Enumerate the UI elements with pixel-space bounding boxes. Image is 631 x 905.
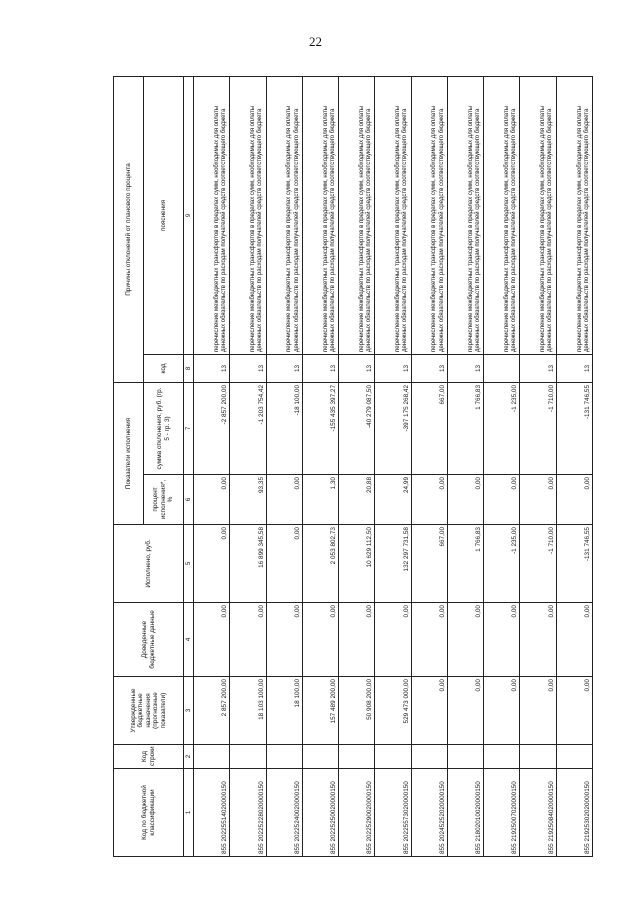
percent-cell: 0,00 bbox=[411, 475, 447, 525]
approved-cell: 18 100,00 bbox=[266, 677, 302, 745]
deviation-cell: 667,00 bbox=[411, 382, 447, 474]
approved-cell: 0,00 bbox=[520, 677, 556, 745]
deviation-cell: -1 203 754,42 bbox=[230, 382, 266, 474]
table-row bbox=[447, 76, 483, 856]
explanation-cell: перечисление межбюджетных трансфертов в пределах сумм, необходимых для оплаты денежных обязательств по расходам получателей средств соответствующего бюджета bbox=[230, 76, 266, 354]
explanation-cell: перечисление межбюджетных трансфертов в пределах сумм, необходимых для оплаты денежных обязательств по расходам получателей средств соответствующего бюджета bbox=[520, 76, 556, 354]
budget-code-cell: 855 21802010020000150 bbox=[447, 769, 483, 857]
header-limits: Доведенные бюджетные данные bbox=[114, 603, 184, 677]
percent-cell: 0,00 bbox=[484, 475, 520, 525]
reason-code-cell: 13 bbox=[302, 354, 338, 382]
limits-cell: 0,00 bbox=[194, 603, 230, 677]
table-row bbox=[194, 76, 230, 856]
line-code-cell bbox=[556, 745, 592, 769]
header-explanation: пояснения bbox=[144, 76, 184, 354]
executed-cell: -131 746,55 bbox=[556, 525, 592, 603]
table-row bbox=[266, 76, 302, 856]
line-code-cell bbox=[194, 745, 230, 769]
header-deviation: сумма отклонения, руб. (гр. 5 - гр. 3) bbox=[144, 382, 184, 474]
header-line-code: Код строки bbox=[114, 745, 184, 769]
explanation-cell: перечисление межбюджетных трансфертов в пределах сумм, необходимых для оплаты денежных обязательств по расходам получателей средств соответствующего бюджета bbox=[484, 76, 520, 354]
limits-cell: 0,00 bbox=[520, 603, 556, 677]
line-code-cell bbox=[411, 745, 447, 769]
line-code-cell bbox=[230, 745, 266, 769]
executed-cell: 132 297 731,58 bbox=[375, 525, 411, 603]
approved-cell: 0,00 bbox=[447, 677, 483, 745]
reason-code-cell: 13 bbox=[520, 354, 556, 382]
limits-cell: 0,00 bbox=[230, 603, 266, 677]
approved-cell: 0,00 bbox=[411, 677, 447, 745]
explanation-cell: перечисление межбюджетных трансфертов в пределах сумм, необходимых для оплаты денежных обязательств по расходам получателей средств соответствующего бюджета bbox=[194, 76, 230, 354]
column-number: 3 bbox=[184, 677, 194, 745]
reason-code-cell: 13 bbox=[375, 354, 411, 382]
budget-code-cell: 855 20225228020000150 bbox=[230, 769, 266, 857]
deviation-cell: -131 746,55 bbox=[556, 382, 592, 474]
explanation-cell: перечисление межбюджетных трансфертов в пределах сумм, необходимых для оплаты денежных обязательств по расходам получателей средств соответствующего бюджета bbox=[556, 76, 592, 354]
explanation-cell: перечисление межбюджетных трансфертов в пределах сумм, необходимых для оплаты денежных обязательств по расходам получателей средств соответствующего бюджета bbox=[447, 76, 483, 354]
deviation-cell: -2 857 200,00 bbox=[194, 382, 230, 474]
reason-code-cell bbox=[484, 354, 520, 382]
percent-cell: 24,99 bbox=[375, 475, 411, 525]
column-number: 1 bbox=[184, 769, 194, 857]
column-number: 7 bbox=[184, 382, 194, 474]
executed-cell: 2 053 802,73 bbox=[302, 525, 338, 603]
explanation-cell: перечисление межбюджетных трансфертов в пределах сумм, необходимых для оплаты денежных обязательств по расходам получателей средств соответствующего бюджета bbox=[375, 76, 411, 354]
limits-cell: 0,00 bbox=[302, 603, 338, 677]
table-row bbox=[339, 76, 375, 856]
line-code-cell bbox=[520, 745, 556, 769]
executed-cell: 1 766,83 bbox=[447, 525, 483, 603]
approved-cell: 0,00 bbox=[484, 677, 520, 745]
reason-code-cell: 13 bbox=[556, 354, 592, 382]
percent-cell: 20,88 bbox=[339, 475, 375, 525]
reason-code-cell: 13 bbox=[230, 354, 266, 382]
deviation-cell: -1 710,00 bbox=[520, 382, 556, 474]
executed-cell: -1 710,00 bbox=[520, 525, 556, 603]
percent-cell: 0,00 bbox=[266, 475, 302, 525]
limits-cell: 0,00 bbox=[411, 603, 447, 677]
explanation-cell: перечисление межбюджетных трансфертов в пределах сумм, необходимых для оплаты денежных обязательств по расходам получателей средств соответствующего бюджета bbox=[339, 76, 375, 354]
reason-code-cell: 13 bbox=[339, 354, 375, 382]
percent-cell: 0,00 bbox=[194, 475, 230, 525]
execution-report-table bbox=[113, 76, 593, 857]
line-code-cell bbox=[447, 745, 483, 769]
deviation-cell: 1 766,83 bbox=[447, 382, 483, 474]
approved-cell: 18 103 100,00 bbox=[230, 677, 266, 745]
executed-cell: 667,00 bbox=[411, 525, 447, 603]
executed-cell: 0,00 bbox=[266, 525, 302, 603]
header-reason-group: Причины отклонений от планового процента bbox=[114, 76, 144, 382]
column-number: 2 bbox=[184, 745, 194, 769]
table-row bbox=[556, 76, 592, 856]
approved-cell: 157 489 200,00 bbox=[302, 677, 338, 745]
percent-cell: 93,35 bbox=[230, 475, 266, 525]
reason-code-cell: 13 bbox=[411, 354, 447, 382]
line-code-cell bbox=[375, 745, 411, 769]
column-number: 5 bbox=[184, 525, 194, 603]
percent-cell: 0,00 bbox=[520, 475, 556, 525]
limits-cell: 0,00 bbox=[375, 603, 411, 677]
table-row bbox=[302, 76, 338, 856]
column-number: 8 bbox=[184, 354, 194, 382]
percent-cell: 1,30 bbox=[302, 475, 338, 525]
approved-cell: 0,00 bbox=[556, 677, 592, 745]
budget-code-cell: 855 20225250020000150 bbox=[302, 769, 338, 857]
line-code-cell bbox=[484, 745, 520, 769]
budget-code-cell: 855 20225290020000150 bbox=[339, 769, 375, 857]
table-body bbox=[194, 76, 593, 856]
limits-cell: 0,00 bbox=[339, 603, 375, 677]
header-approved: Утвержденные бюджетные назначения (прогнозные показатели) bbox=[114, 677, 184, 745]
table-row bbox=[520, 76, 556, 856]
column-number: 9 bbox=[184, 76, 194, 354]
header-executed: Исполнено, руб. bbox=[114, 525, 184, 603]
column-number: 6 bbox=[184, 475, 194, 525]
percent-cell: 0,00 bbox=[447, 475, 483, 525]
header-percent: процент исполнения*, % bbox=[144, 475, 184, 525]
table-row bbox=[375, 76, 411, 856]
explanation-cell: перечисление межбюджетных трансфертов в пределах сумм, необходимых для оплаты денежных обязательств по расходам получателей средств соответствующего бюджета bbox=[411, 76, 447, 354]
page-number: 22 bbox=[309, 34, 322, 49]
budget-code-cell: 855 21925084020000150 bbox=[520, 769, 556, 857]
header-reason-code: код bbox=[144, 354, 184, 382]
reason-code-cell: 13 bbox=[194, 354, 230, 382]
budget-code-cell: 855 20225514020000150 bbox=[194, 769, 230, 857]
limits-cell: 0,00 bbox=[266, 603, 302, 677]
limits-cell: 0,00 bbox=[484, 603, 520, 677]
deviation-cell: -40 279 087,50 bbox=[339, 382, 375, 474]
reason-code-cell: 13 bbox=[447, 354, 483, 382]
budget-code-cell: 855 21925302020000150 bbox=[556, 769, 592, 857]
explanation-cell: перечисление межбюджетных трансфертов в пределах сумм, необходимых для оплаты денежных обязательств по расходам получателей средств соответствующего бюджета bbox=[266, 76, 302, 354]
budget-code-cell: 855 20245252020000150 bbox=[411, 769, 447, 857]
reason-code-cell: 13 bbox=[266, 354, 302, 382]
deviation-cell: -18 100,00 bbox=[266, 382, 302, 474]
approved-cell: 529 473 000,00 bbox=[375, 677, 411, 745]
table-row bbox=[230, 76, 266, 856]
approved-cell: 2 857 200,00 bbox=[194, 677, 230, 745]
budget-code-cell: 855 20225573020000150 bbox=[375, 769, 411, 857]
explanation-cell: перечисление межбюджетных трансфертов в пределах сумм, необходимых для оплаты денежных обязательств по расходам получателей средств соответствующего бюджета bbox=[302, 76, 338, 354]
executed-cell: -1 235,00 bbox=[484, 525, 520, 603]
percent-cell: 0,00 bbox=[556, 475, 592, 525]
executed-cell: 16 899 345,58 bbox=[230, 525, 266, 603]
approved-cell: 50 908 200,00 bbox=[339, 677, 375, 745]
deviation-cell: -397 175 268,42 bbox=[375, 382, 411, 474]
limits-cell: 0,00 bbox=[447, 603, 483, 677]
deviation-cell: -1 235,00 bbox=[484, 382, 520, 474]
deviation-cell: -155 435 397,27 bbox=[302, 382, 338, 474]
header-budget-code: Код по бюджетной классификации bbox=[114, 769, 184, 857]
budget-code-cell: 855 20225240020000150 bbox=[266, 769, 302, 857]
rotated-table-container bbox=[113, 77, 593, 857]
header-execution-group: Показатели исполнения bbox=[114, 382, 144, 524]
executed-cell: 0,00 bbox=[194, 525, 230, 603]
table-row bbox=[411, 76, 447, 856]
column-number: 4 bbox=[184, 603, 194, 677]
budget-code-cell: 855 21925007020000150 bbox=[484, 769, 520, 857]
line-code-cell bbox=[302, 745, 338, 769]
limits-cell: 0,00 bbox=[556, 603, 592, 677]
line-code-cell bbox=[266, 745, 302, 769]
executed-cell: 10 629 112,50 bbox=[339, 525, 375, 603]
line-code-cell bbox=[339, 745, 375, 769]
table-row bbox=[484, 76, 520, 856]
